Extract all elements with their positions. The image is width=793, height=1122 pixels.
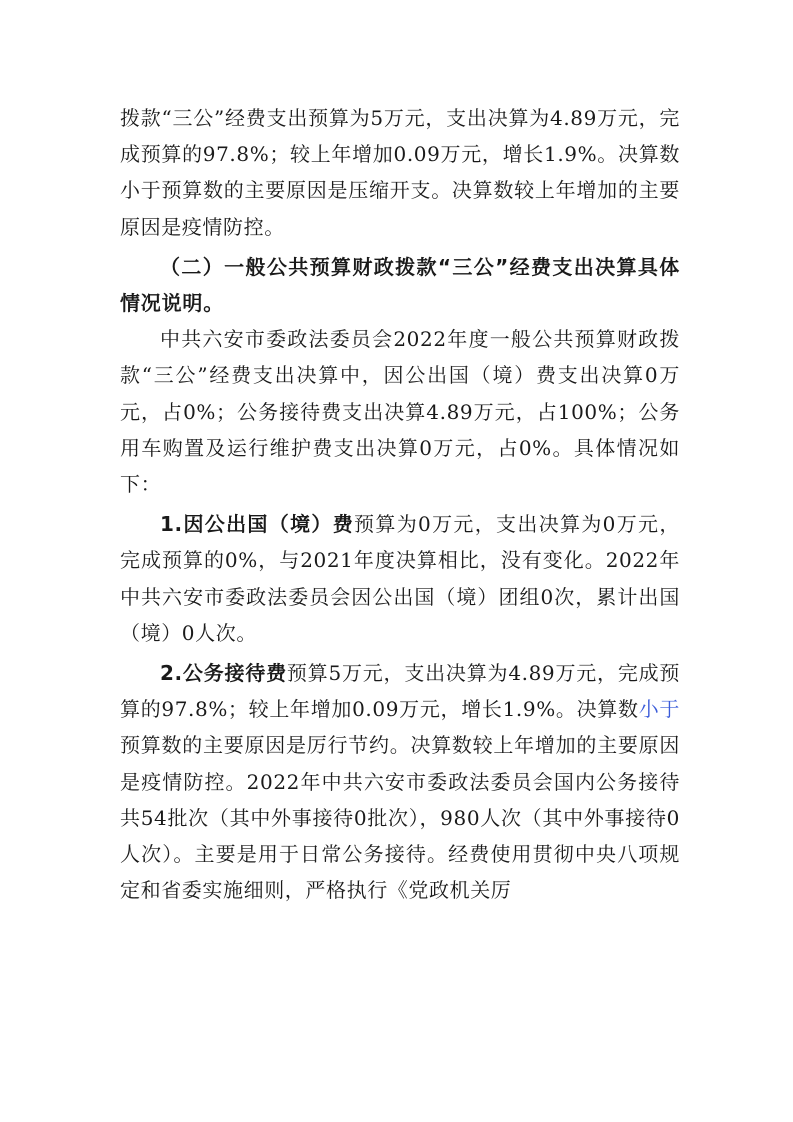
section-heading-2: （二）一般公共预算财政拨款“三公”经费支出决算具体情况说明。	[120, 254, 680, 316]
document-body	[120, 100, 680, 908]
item-overseas-travel	[120, 506, 680, 651]
paragraph-sangong-summary: 拨款“三公”经费支出预算为5万元，支出决算为4.89万元，完成预算的97.8%；较上年增加0.09万元，增长1.9%。决算数小于预算数的主要原因是压缩开支。决算数较上年增加的主要原因是疫情防控。	[120, 106, 680, 239]
paragraph-sangong-overview: 中共六安市委政法委员会2022年度一般公共预算财政拨款“三公”经费支出决算中，因公出国（境）费支出决算0万元，占0%；公务接待费支出决算4.89万元，占100%；公务用车购置及运行维护费支出决算0万元，占0%。具体情况如下：	[120, 327, 680, 497]
item-reception-title: 2.公务接待费	[160, 661, 287, 686]
item-reception-highlight: 小于	[638, 697, 680, 722]
item-reception	[120, 655, 680, 908]
item-reception-text-b: 预算数的主要原因是厉行节约。决算数较上年增加的主要原因是疫情防控。2022年中共六安市委政法委员会国内公务接待共54批次（其中外事接待0批次），980人次（其中外事接待0人次）。主要是用于日常公务接待。经费使用贯彻中央八项规定和省委实施细则，严格执行《党政机关厉	[120, 733, 680, 903]
item-overseas-travel-text: 预算为0万元，支出决算为0万元，完成预算的0%，与2021年度决算相比，没有变化。2022年中共六安市委政法委员会因公出国（境）团组0次，累计出国（境）0人次。	[120, 512, 680, 645]
item-overseas-travel-title: 1.因公出国（境）费	[160, 512, 355, 537]
item-reception-text-a: 预算5万元，支出决算为4.89万元，完成预算的97.8%；较上年增加0.09万元，增长1.9%。决算数	[120, 661, 680, 722]
